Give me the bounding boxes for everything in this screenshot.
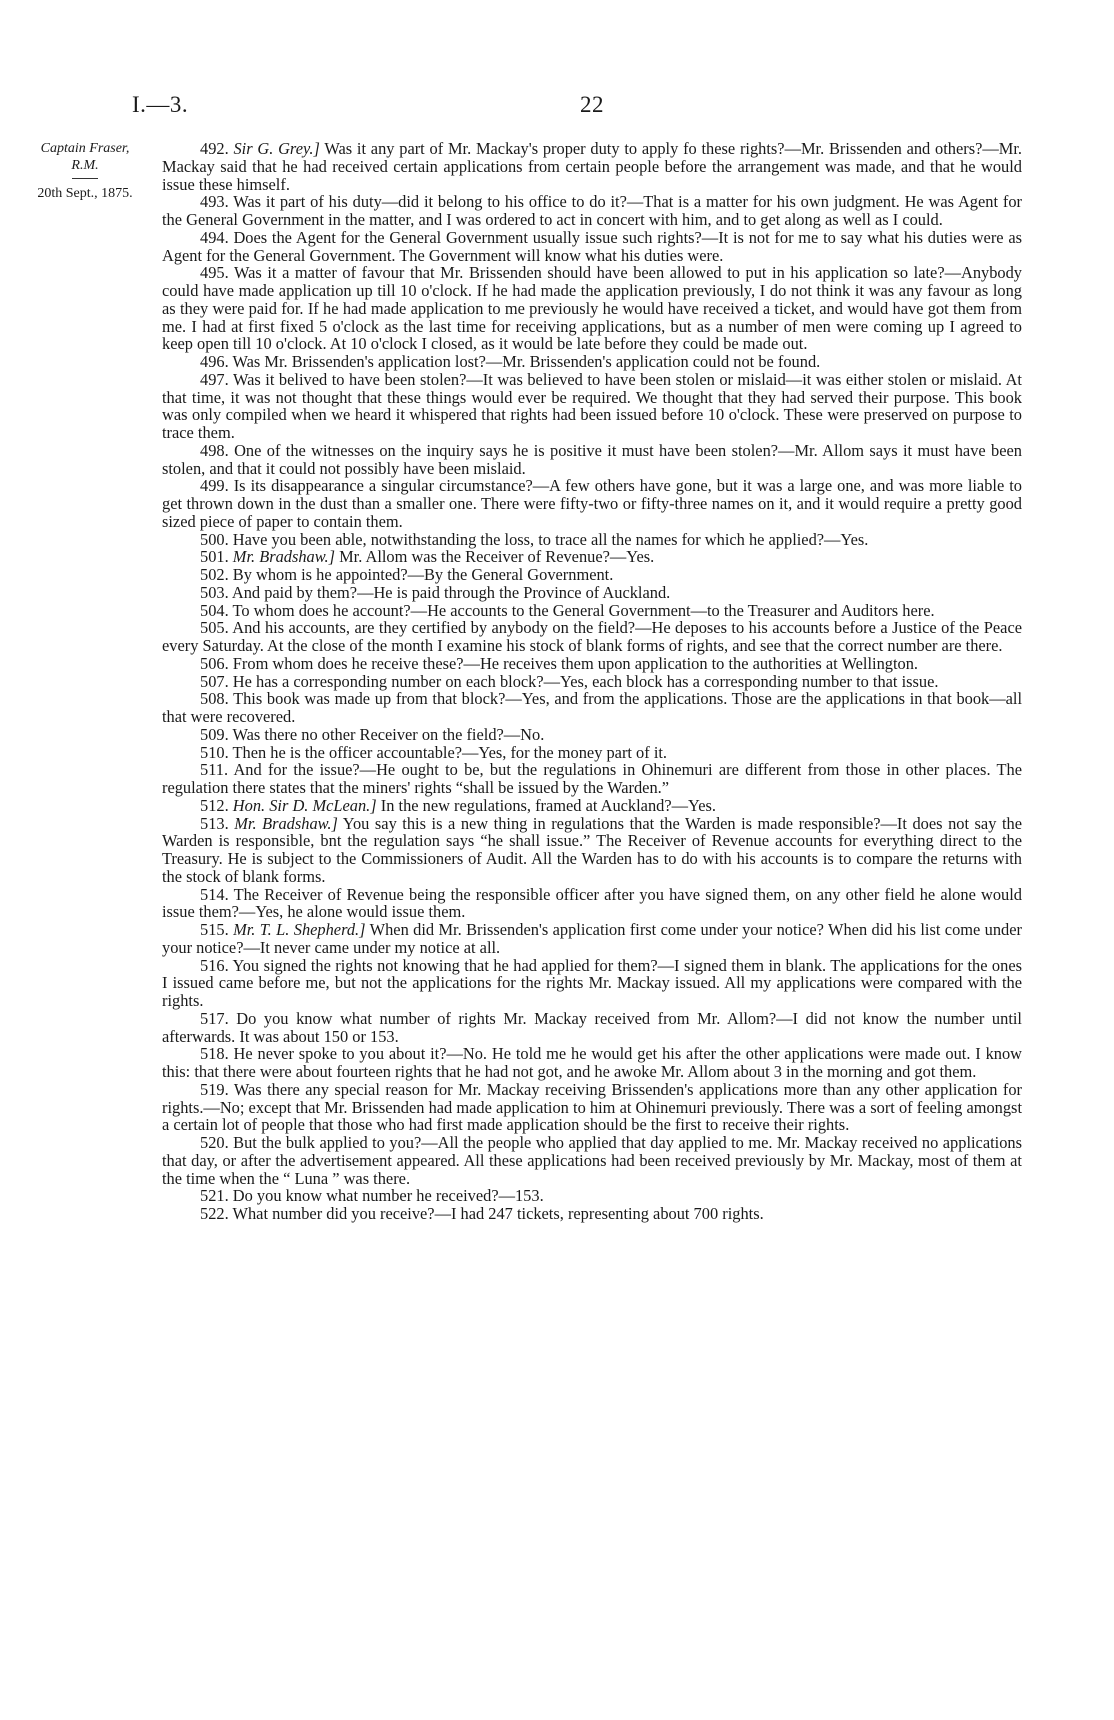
question-text: Was there no other Receiver on the field?—No. xyxy=(232,724,545,744)
page-header xyxy=(132,92,1012,122)
margin-note xyxy=(22,140,148,202)
question-text: Does the Agent for the General Government usually issue such rights?—It is not for me to say what his duties were as Agent for the General Government. The Government will know what his duties were. xyxy=(162,227,1022,265)
evidence-text xyxy=(162,140,1022,1223)
question-text: Do you know what number he received?—153. xyxy=(232,1186,544,1206)
question-number: 516. xyxy=(200,955,229,975)
question-number: 522. xyxy=(200,1204,229,1223)
question-number: 506. xyxy=(200,653,229,673)
question-511 xyxy=(162,761,1022,797)
question-text: To whom does he account?—He accounts to the General Government—to the Treasurer and Auditors here. xyxy=(232,600,935,620)
question-503 xyxy=(162,584,1022,602)
question-520 xyxy=(162,1134,1022,1187)
question-text: He has a corresponding number on each block?—Yes, each block has a corresponding number to that issue. xyxy=(232,671,939,691)
question-text: Was it part of his duty—did it belong to his office to do it?—That is a matter for his own judgment. He was Agent for the General Government in the matter, and I was ordered to act in concert with him, and to get along as well as I could. xyxy=(162,192,1022,229)
question-text: By whom is he appointed?—By the General Government. xyxy=(232,565,614,584)
question-497 xyxy=(162,371,1022,442)
question-number: 505. xyxy=(200,618,229,638)
question-text: What number did you receive?—I had 247 tickets, representing about 700 rights. xyxy=(232,1204,764,1223)
speaker: Mr. Bradshaw.] xyxy=(234,813,338,833)
question-502 xyxy=(162,566,1022,584)
question-517 xyxy=(162,1010,1022,1046)
question-text: Have you been able, notwithstanding the loss, to trace all the names for which he applied?—Yes. xyxy=(232,529,869,549)
question-text: He never spoke to you about it?—No. He told me he would get his after the other applications were made out. I know this: that there were about fourteen rights that he had not got, and he awoke Mr. Allom about 3 in the morning and got them. xyxy=(162,1044,1023,1081)
question-text: Do you know what number of rights Mr. Mackay received from Mr. Allom?—I did not know the number until afterwards. It was about 150 or 153. xyxy=(162,1008,1022,1046)
question-number: 517. xyxy=(200,1008,229,1028)
question-number: 503. xyxy=(200,582,229,602)
question-text: You say this is a new thing in regulations that the Warden is made responsible?—It does not say the Warden is responsible, bnt the regulation says “he shall issue.” The Receiver of Revenue accounts for everything direct to the Treasury. He is subject to the Commissioners of Audit. All the Warden has to do with his accounts is to compare the returns with the stock of blank forms. xyxy=(162,813,1022,886)
question-494 xyxy=(162,229,1022,265)
question-522 xyxy=(162,1205,1022,1223)
question-number: 495. xyxy=(200,263,229,283)
question-519 xyxy=(162,1081,1022,1134)
question-number: 497. xyxy=(200,369,229,389)
question-text: Is its disappearance a singular circumstance?—A few others have gone, but it was a large one, and was more liable to get thrown down in the dust than a smaller one. There were fifty-two or fifty-three names on it, and it would require a pretty good sized piece of paper to contain them. xyxy=(162,476,1022,531)
question-500 xyxy=(162,531,1022,549)
question-506 xyxy=(162,655,1022,673)
question-number: 499. xyxy=(200,476,229,496)
speaker: Mr. T. L. Shepherd.] xyxy=(233,920,366,939)
question-number: 494. xyxy=(200,227,229,247)
margin-role: R.M. xyxy=(71,158,99,173)
page-number: 22 xyxy=(580,92,604,117)
question-number: 513. xyxy=(200,813,229,833)
question-text: And for the issue?—He ought to be, but the regulations in Ohinemuri are different from those in other places. The regulation there states that the miners' rights “shall be issued by the Warden.” xyxy=(162,760,1022,797)
question-number: 514. xyxy=(200,884,229,904)
speaker: Sir G. Grey.] xyxy=(233,139,320,158)
question-number: 507. xyxy=(200,671,229,691)
question-518 xyxy=(162,1045,1022,1081)
question-number: 496. xyxy=(200,352,229,371)
question-507 xyxy=(162,673,1022,691)
question-text: Then he is the officer accountable?—Yes, for the money part of it. xyxy=(232,742,668,762)
paper-reference: I.—3. xyxy=(132,92,189,117)
question-text: Was it any part of Mr. Mackay's proper duty to apply fo these rights?—Mr. Brissenden and others?—Mr. Mackay said that he had received certain applications from certain people before the arrangement was made, and that he would issue these himself. xyxy=(162,139,1022,194)
question-number: 500. xyxy=(200,529,229,549)
question-text: Was Mr. Brissenden's application lost?—Mr. Brissenden's application could not be found. xyxy=(232,352,821,371)
question-number: 511. xyxy=(200,760,229,780)
question-515 xyxy=(162,921,1022,957)
question-text: From whom does he receive these?—He receives them upon application to the authorities at Wellington. xyxy=(232,653,919,673)
question-text: This book was made up from that block?—Yes, and from the applications. Those are the applications in that book—all that were recovered. xyxy=(162,689,1022,726)
question-number: 515. xyxy=(200,920,229,939)
question-text: And his accounts, are they certified by anybody on the field?—He deposes to his accounts before a Justice of the Peace every Saturday. At the close of the month I examine his stock of blank forms of rights, and see that the correct number are there. xyxy=(162,618,1022,655)
question-501 xyxy=(162,548,1022,566)
question-510 xyxy=(162,744,1022,762)
question-text: Mr. Allom was the Receiver of Revenue?—Yes. xyxy=(339,547,655,567)
question-text: Was it a matter of favour that Mr. Brissenden should have been allowed to put in his application so late?—Anybody could have made application up till 10 o'clock. If he had made the application previously, I do not think it was any favour as long as they were paid for. If he had made application to me previously he would have received a ticket, and would have got them from me. I had at first fixed 5 o'clock as the last time for receiving applications, but as a number of men were coming up I agreed to keep open till 10 o'clock. At 10 o'clock I closed, as it would be late before they could be made out. xyxy=(162,263,1022,354)
question-514 xyxy=(162,886,1022,922)
question-number: 520. xyxy=(200,1133,229,1152)
question-508 xyxy=(162,690,1022,726)
question-number: 492. xyxy=(200,139,229,158)
question-text: You signed the rights not knowing that he had applied for them?—I signed them in blank. The applications for the ones I issued came before me, but not the applications for the rights Mr. Mackay issued. All my applications were compared with the rights. xyxy=(162,955,1022,1010)
question-number: 502. xyxy=(200,565,229,584)
question-number: 509. xyxy=(200,724,229,744)
question-498 xyxy=(162,442,1022,478)
question-text: The Receiver of Revenue being the responsible officer after you have signed them, on any other field he alone would issue them?—Yes, he alone would issue them. xyxy=(162,884,1022,922)
question-number: 512. xyxy=(200,795,229,815)
question-number: 519. xyxy=(200,1079,229,1099)
question-496 xyxy=(162,353,1022,371)
question-516 xyxy=(162,957,1022,1010)
question-number: 510. xyxy=(200,742,229,762)
question-495 xyxy=(162,264,1022,353)
margin-rule xyxy=(72,178,98,179)
question-text: And paid by them?—He is paid through the Province of Auckland. xyxy=(231,582,671,602)
speaker: Mr. Bradshaw.] xyxy=(232,547,335,567)
question-text: In the new regulations, framed at Auckland?—Yes. xyxy=(380,795,716,815)
question-text: Was it belived to have been stolen?—It was believed to have been stolen or mislaid—it was either stolen or mislaid. At that time, it was not thought that these things would ever be required. We thought that they had served their purpose. This book was only compiled when we heard it whispered that rights had been issued before 10 o'clock. These were preserved on purpose to trace them. xyxy=(162,369,1022,442)
question-number: 508. xyxy=(200,689,229,709)
question-number: 493. xyxy=(200,192,229,212)
question-number: 518. xyxy=(200,1044,229,1064)
question-492 xyxy=(162,140,1022,193)
question-text: One of the witnesses on the inquiry says he is positive it must have been stolen?—Mr. Allom says it must have been stolen, and that it could not possibly have been mislaid. xyxy=(162,440,1022,478)
question-number: 501. xyxy=(200,547,229,567)
question-number: 521. xyxy=(200,1186,229,1206)
question-513 xyxy=(162,815,1022,886)
question-521 xyxy=(162,1187,1022,1205)
question-509 xyxy=(162,726,1022,744)
speaker: Hon. Sir D. McLean.] xyxy=(232,795,377,815)
question-499 xyxy=(162,477,1022,530)
question-text: When did Mr. Brissenden's application first come under your notice? When did his list come under your notice?—It never came under my notice at all. xyxy=(162,920,1022,957)
question-493 xyxy=(162,193,1022,229)
margin-date: 20th Sept., 1875. xyxy=(37,186,133,201)
question-text: Was there any special reason for Mr. Mackay receiving Brissenden's applications more than any other application for rights.—No; except that Mr. Brissenden had made application to him at Ohinemuri previously. There was a sort of feeling amongst a certain lot of people that those who had first made application should be the first to receive their rights. xyxy=(162,1079,1022,1135)
question-504 xyxy=(162,602,1022,620)
question-number: 498. xyxy=(200,440,229,460)
question-505 xyxy=(162,619,1022,655)
margin-witness: Captain Fraser, xyxy=(40,141,130,156)
question-number: 504. xyxy=(200,600,229,620)
question-512 xyxy=(162,797,1022,815)
question-text: But the bulk applied to you?—All the people who applied that day applied to me. Mr. Mackay received no applications that day, or after the advertisement appeared. All these applications had been received previously by Mr. Mackay, most of them at the time when the “ Luna ” was there. xyxy=(162,1133,1022,1188)
